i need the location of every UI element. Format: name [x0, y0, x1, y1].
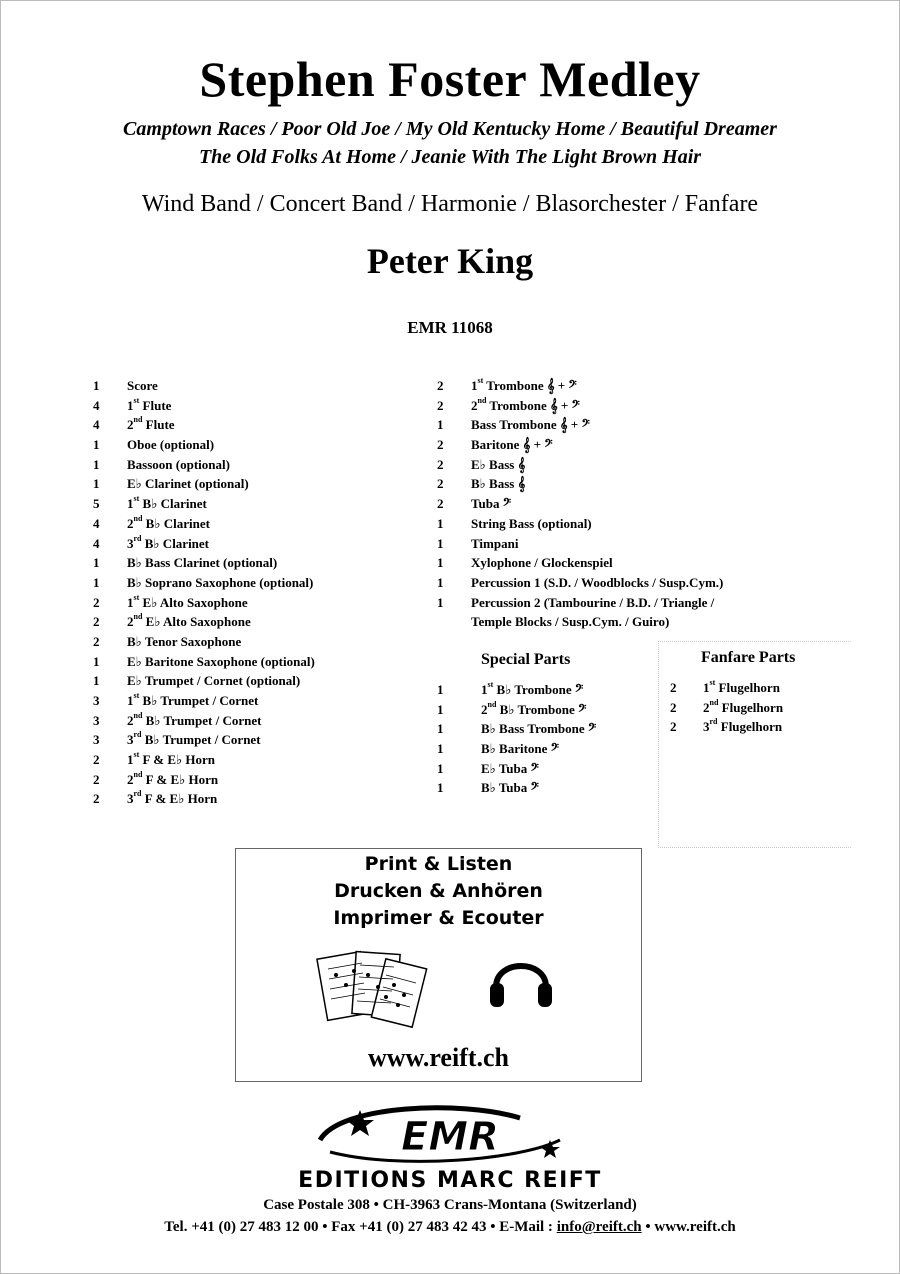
part-ordinal-suffix: st — [487, 680, 494, 689]
part-quantity: 1 — [437, 555, 444, 571]
part-ordinal-number: 1 — [127, 752, 134, 768]
part-name-text: Flute — [142, 417, 175, 433]
part-ordinal-suffix: st — [133, 592, 140, 602]
part-quantity: 1 — [93, 653, 100, 669]
part-name — [127, 711, 261, 731]
contact-website[interactable]: • www.reift.ch — [641, 1219, 736, 1235]
part-quantity: 1 — [93, 437, 100, 453]
part-name: B♭ Soprano Saxophone (optional) — [127, 574, 314, 590]
part-quantity: 3 — [93, 712, 100, 728]
part-quantity: 2 — [437, 476, 444, 492]
print-box-url[interactable]: www.reift.ch — [367, 1043, 510, 1072]
part-quantity: 1 — [437, 721, 444, 737]
part-name: B♭ Bass Clarinet (optional) — [127, 555, 278, 571]
part-name-text: B♭ Clarinet — [141, 535, 210, 551]
emr-logo — [300, 1100, 600, 1170]
subtitle-line2: The Old Folks At Home / Jeanie With The Light Brown Hair — [198, 146, 702, 168]
part-name — [127, 750, 215, 770]
part-ordinal-number: 2 — [481, 701, 488, 717]
part-quantity: 2 — [93, 791, 100, 807]
part-name: Percussion 2 (Tambourine / B.D. / Triangle / — [471, 594, 715, 610]
part-ordinal-number: 3 — [127, 535, 134, 551]
part-quantity: 1 — [437, 417, 444, 433]
part-name — [127, 789, 217, 809]
part-name: Percussion 1 (S.D. / Woodblocks / Susp.Cym.) — [471, 574, 724, 590]
part-quantity: 3 — [93, 693, 100, 708]
part-name: Timpani — [471, 535, 519, 551]
part-name-text: F & E♭ Horn — [141, 791, 218, 807]
part-quantity: 1 — [437, 701, 444, 717]
part-quantity: 1 — [93, 673, 100, 689]
part-name-text: E♭ Alto Saxophone — [142, 614, 251, 630]
part-name: B♭ Bass 𝄞 — [471, 476, 526, 492]
part-name-text: B♭ Clarinet — [142, 515, 210, 531]
part-quantity: 1 — [437, 760, 444, 776]
part-ordinal-suffix: nd — [709, 697, 719, 707]
part-quantity: 1 — [437, 741, 444, 757]
part-quantity: 2 — [670, 680, 677, 695]
drucken-label: Drucken & Anhören — [334, 880, 543, 902]
part-ordinal-number: 1 — [481, 682, 488, 697]
part-name: B♭ Tuba 𝄢 — [481, 780, 539, 796]
part-quantity: 2 — [437, 397, 444, 413]
part-ordinal-suffix: rd — [133, 789, 142, 799]
part-ordinal-suffix: rd — [133, 730, 142, 740]
part-ordinal-number: 2 — [471, 397, 478, 413]
part-name — [703, 678, 780, 698]
part-ordinal-suffix: rd — [709, 717, 718, 727]
publisher-address: Case Postale 308 • CH-3963 Crans-Montana (Switzerland) — [263, 1197, 637, 1213]
contact-phone-fax: Tel. +41 (0) 27 483 12 00 • Fax +41 (0) 27 483 42 43 • E-Mail : — [164, 1219, 557, 1235]
part-quantity: 2 — [437, 496, 444, 512]
print-listen-box[interactable] — [235, 848, 642, 1082]
part-quantity: 4 — [93, 417, 100, 433]
part-ordinal-suffix: nd — [133, 612, 143, 622]
part-quantity: 2 — [93, 771, 100, 787]
part-ordinal-number: 3 — [703, 719, 710, 735]
fanfare-box — [658, 641, 851, 848]
part-quantity: 2 — [93, 633, 100, 649]
print-listen-label: Print & Listen — [364, 853, 513, 875]
part-name: Score — [127, 378, 158, 393]
part-ordinal-suffix: st — [477, 376, 484, 385]
part-ordinal-suffix: st — [133, 494, 140, 504]
part-quantity: 2 — [670, 699, 677, 715]
part-quantity: 2 — [437, 437, 444, 453]
part-quantity: 1 — [93, 555, 100, 571]
part-ordinal-number: 2 — [127, 771, 134, 787]
part-name — [471, 396, 580, 416]
part-ordinal-number: 2 — [127, 417, 134, 433]
part-ordinal-suffix: st — [133, 750, 140, 760]
part-name — [127, 415, 175, 435]
part-ordinal-number: 1 — [127, 496, 134, 512]
part-name: E♭ Bass 𝄞 — [471, 456, 526, 472]
part-name: B♭ Tenor Saxophone — [127, 633, 242, 649]
part-name-text: B♭ Trumpet / Cornet — [141, 732, 261, 748]
part-ordinal-number: 1 — [127, 594, 134, 610]
part-name-text: B♭ Trombone 𝄢 — [496, 701, 587, 717]
special-parts-heading: Special Parts — [481, 651, 571, 668]
part-quantity: 3 — [93, 732, 100, 748]
part-name — [127, 396, 171, 416]
part-name-text: F & E♭ Horn — [139, 752, 215, 768]
part-name: Bassoon (optional) — [127, 456, 230, 472]
part-name-text: Trombone 𝄞 + 𝄢 — [483, 378, 577, 393]
part-name — [127, 691, 258, 711]
part-name-text: E♭ Alto Saxophone — [139, 594, 248, 610]
part-quantity: 2 — [93, 752, 100, 768]
headphones-icon — [486, 945, 556, 1015]
part-quantity: 5 — [93, 496, 100, 512]
emr-logo-text: EMR — [401, 1114, 499, 1160]
part-ordinal-number: 1 — [703, 680, 710, 695]
part-ordinal-suffix: st — [709, 678, 716, 687]
part-quantity: 2 — [93, 594, 100, 610]
fanfare-parts-heading: Fanfare Parts — [701, 649, 796, 666]
part-name: E♭ Tuba 𝄢 — [481, 760, 539, 776]
part-quantity: 4 — [93, 397, 100, 413]
composer-name: Peter King — [366, 241, 534, 281]
part-name-text: B♭ Trombone 𝄢 — [493, 682, 584, 697]
part-quantity: 1 — [437, 535, 444, 551]
part-name-text: F & E♭ Horn — [142, 771, 219, 787]
part-quantity: 2 — [437, 456, 444, 472]
part-name-text: B♭ Trumpet / Cornet — [142, 712, 262, 728]
part-name — [481, 700, 586, 720]
part-name — [127, 612, 251, 632]
part-name-text: Flugelhorn — [718, 699, 784, 715]
email-link[interactable]: info@reift.ch — [556, 1219, 642, 1235]
part-name: E♭ Baritone Saxophone (optional) — [127, 653, 315, 669]
catalog-number: EMR 11068 — [407, 318, 493, 337]
part-quantity: 1 — [437, 515, 444, 531]
part-name — [471, 376, 577, 396]
part-name: Oboe (optional) — [127, 437, 215, 453]
part-name — [127, 593, 248, 613]
part-ordinal-number: 2 — [127, 515, 134, 531]
part-name — [703, 698, 783, 718]
part-quantity: 1 — [437, 594, 444, 610]
genre-line: Wind Band / Concert Band / Harmonie / Blasorchester / Fanfare — [141, 191, 759, 217]
part-name: Tuba 𝄢 — [471, 496, 512, 512]
publisher-name: EDITIONS MARC REIFT — [298, 1168, 602, 1193]
part-ordinal-suffix: nd — [133, 415, 143, 425]
part-quantity: 1 — [437, 682, 444, 697]
part-ordinal-suffix: nd — [477, 395, 487, 405]
part-name: E♭ Trumpet / Cornet (optional) — [127, 673, 301, 689]
part-quantity: 1 — [93, 456, 100, 472]
part-ordinal-suffix: st — [133, 395, 140, 405]
part-ordinal-number: 1 — [471, 378, 478, 393]
part-quantity: 1 — [437, 574, 444, 590]
part-name: Bass Trombone 𝄞 + 𝄢 — [471, 417, 590, 433]
part-ordinal-number: 2 — [127, 614, 134, 630]
part-quantity: 2 — [670, 719, 677, 735]
part-name — [481, 680, 583, 700]
part-ordinal-suffix: nd — [487, 699, 497, 709]
part-name — [127, 534, 209, 554]
page-title: Stephen Foster Medley — [199, 51, 701, 107]
part-name — [127, 514, 210, 534]
part-name-text: B♭ Trumpet / Cornet — [139, 693, 259, 708]
part-name — [127, 770, 218, 790]
part-name — [703, 717, 782, 737]
part-name-text: Flugelhorn — [715, 680, 780, 695]
subtitle-line1: Camptown Races / Poor Old Joe / My Old Kentucky Home / Beautiful Dreamer — [123, 118, 777, 140]
part-name: Xylophone / Glockenspiel — [471, 555, 613, 571]
part-name: Temple Blocks / Susp.Cym. / Guiro) — [471, 614, 670, 630]
part-name-text: Trombone 𝄞 + 𝄢 — [486, 397, 580, 413]
part-name: B♭ Bass Trombone 𝄢 — [481, 721, 597, 737]
part-name: B♭ Baritone 𝄢 — [481, 741, 560, 757]
part-name-text: B♭ Clarinet — [139, 496, 207, 512]
part-ordinal-number: 2 — [703, 699, 710, 715]
publisher-contact — [0, 1219, 900, 1236]
part-ordinal-number: 3 — [127, 732, 134, 748]
part-ordinal-suffix: nd — [133, 769, 143, 779]
part-name: E♭ Clarinet (optional) — [127, 476, 249, 492]
part-quantity: 2 — [437, 378, 444, 393]
part-name — [127, 494, 207, 514]
part-quantity: 1 — [93, 378, 100, 393]
part-quantity: 1 — [437, 780, 444, 796]
part-name: Baritone 𝄞 + 𝄢 — [471, 437, 553, 453]
part-quantity: 4 — [93, 535, 100, 551]
part-name-text: Flugelhorn — [717, 719, 783, 735]
part-name: String Bass (optional) — [471, 515, 592, 531]
part-ordinal-suffix: nd — [133, 513, 143, 523]
part-quantity: 1 — [93, 574, 100, 590]
part-ordinal-number: 2 — [127, 712, 134, 728]
part-quantity: 2 — [93, 614, 100, 630]
part-ordinal-number: 3 — [127, 791, 134, 807]
part-ordinal-number: 1 — [127, 397, 134, 413]
part-ordinal-suffix: st — [133, 691, 140, 700]
imprimer-label: Imprimer & Ecouter — [333, 907, 544, 929]
part-quantity: 4 — [93, 515, 100, 531]
part-quantity: 1 — [93, 476, 100, 492]
part-ordinal-number: 1 — [127, 693, 134, 708]
part-name — [127, 730, 261, 750]
part-ordinal-suffix: nd — [133, 710, 143, 720]
part-ordinal-suffix: rd — [133, 533, 142, 543]
part-name-text: Flute — [139, 397, 172, 413]
sheet-music-icon — [316, 945, 428, 1041]
